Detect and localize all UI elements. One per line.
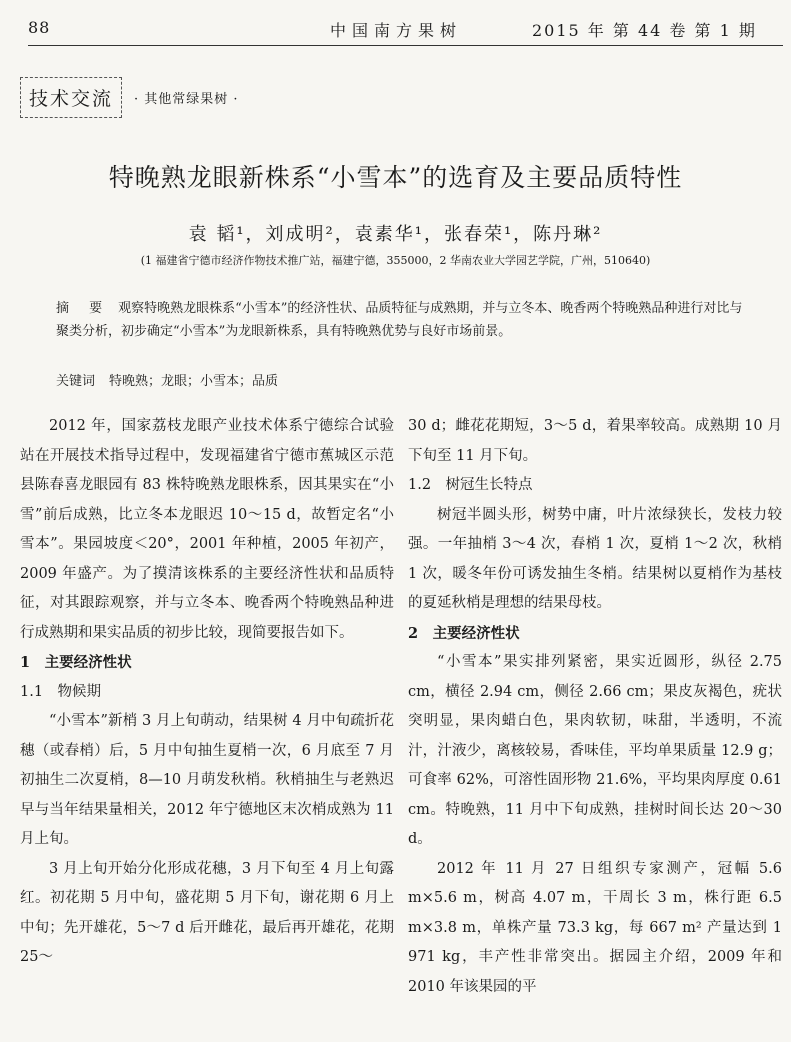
running-header [0,14,791,44]
issue-info: 2015 年 第 44 卷 第 1 期 [532,21,757,40]
affiliation: (1 福建省宁德市经济作物技术推广站，福建宁德，355000，2 华南农业大学园艺学院，广州，510640) [140,254,651,267]
page-number: 88 [28,18,51,37]
keywords-text: 特晚熟；龙眼；小雪本；品质 [109,374,279,389]
column-tag [20,75,239,119]
abstract [56,297,746,343]
paragraph: 树冠半圆头形，树势中庸，叶片浓绿狭长，发枝力较强。一年抽梢 3～4 次，春梢 1 次，夏梢 1～2 次，秋梢 1 次，暖冬年份可诱发抽生冬梢。结果树以夏梢作为基枝的夏延秋梢是理想的结果母枝。 [408,506,782,611]
right-column [408,412,782,1002]
abstract-text: 观察特晚熟龙眼株系“小雪本”的经济性状、品质特征与成熟期，并与立冬本、晚香两个特晚熟品种进行对比与聚类分析，初步确定“小雪本”为龙眼新株系，具有特晚熟优势与良好市场前景。 [56,301,743,339]
header-rule [28,45,783,46]
subsection-heading: 1.1 物候期 [20,683,102,700]
section-label: · 其他常绿果树 · [134,91,239,107]
section-heading: 2 主要经济性状 [408,624,520,642]
left-column [20,412,394,973]
abstract-label: 摘 要 [56,301,111,316]
keywords [56,370,278,389]
paragraph: “小雪本”新梢 3 月上旬萌动，结果树 4 月中旬疏折花穗（或春梢）后，5 月中旬抽生夏梢一次，6 月底至 7 月初抽生二次夏梢，8—10 月萌发秋梢。秋梢抽生与老熟迟早与当年结果量相关，2012 年宁德地区末次梢成熟为 11 月上旬。 [20,713,394,847]
section-heading: 1 主要经济性状 [20,654,132,671]
paragraph: 3 月上旬开始分化形成花穗，3 月下旬至 4 月上旬露红。初花期 5 月中旬，盛花期 5 月下旬，谢花期 6 月上中旬；先开雄花，5～7 d 后开雌花，最后再开雄花，花期 25～ [20,860,394,965]
paragraph: 2012 年 11 月 27 日组织专家测产，冠幅 5.6 m×5.6 m，树高 4.07 m，干周长 3 m，株行距 6.5 m×3.8 m，单株产量 73.3 kg，每 667 m² 产量达到 1 971 kg，丰产性非常突出。据园主介绍，2009 年和 2010 年该果园的平 [408,860,782,995]
paragraph: “小雪本”果实排列紧密，果实近圆形，纵径 2.75 cm，横径 2.94 cm，侧径 2.66 cm；果皮灰褐色，疣状突明显，果肉蜡白色，果肉软韧，味甜，半透明，不流汁，汁液少，离核较易，香味佳，平均单果质量 12.9 g；可食率 62%，可溶性固形物 21.6%，平均果肉厚度 0.61 cm。特晚熟，11 月中下旬成熟，挂树时间长达 20～30 d。 [408,654,782,847]
keywords-label: 关键词 [56,374,96,389]
paragraph: 30 d；雌花花期短，3～5 d，着果率较高。成熟期 10 月下旬至 11 月下旬。 [408,418,782,464]
journal-name: 中国南方果树 [330,21,463,40]
paper-title: 特晚熟龙眼新株系“小雪本”的选育及主要品质特性 [108,163,683,192]
column-label: 技术交流 [20,77,122,118]
subsection-heading: 1.2 树冠生长特点 [408,477,533,493]
author-list: 袁 韬¹，刘成明²，袁素华¹，张春荣¹，陈丹琳² [188,224,603,245]
paragraph: 2012 年，国家荔枝龙眼产业技术体系宁德综合试验站在开展技术指导过程中，发现福建省宁德市蕉城区示范县陈春喜龙眼园有 83 株特晚熟龙眼株系，因其果实在“小雪”前后成熟，比立冬本龙眼迟 10～15 d，故暂定名“小雪本”。果园坡度＜20°，2001 年种植，2005 年初产，2009 年盛产。为了摸清该株系的主要经济性状和品质特征，对其跟踪观察，并与立冬本、晚香两个特晚熟品种进行成熟期和果实品质的初步比较，现简要报告如下。 [20,418,394,641]
